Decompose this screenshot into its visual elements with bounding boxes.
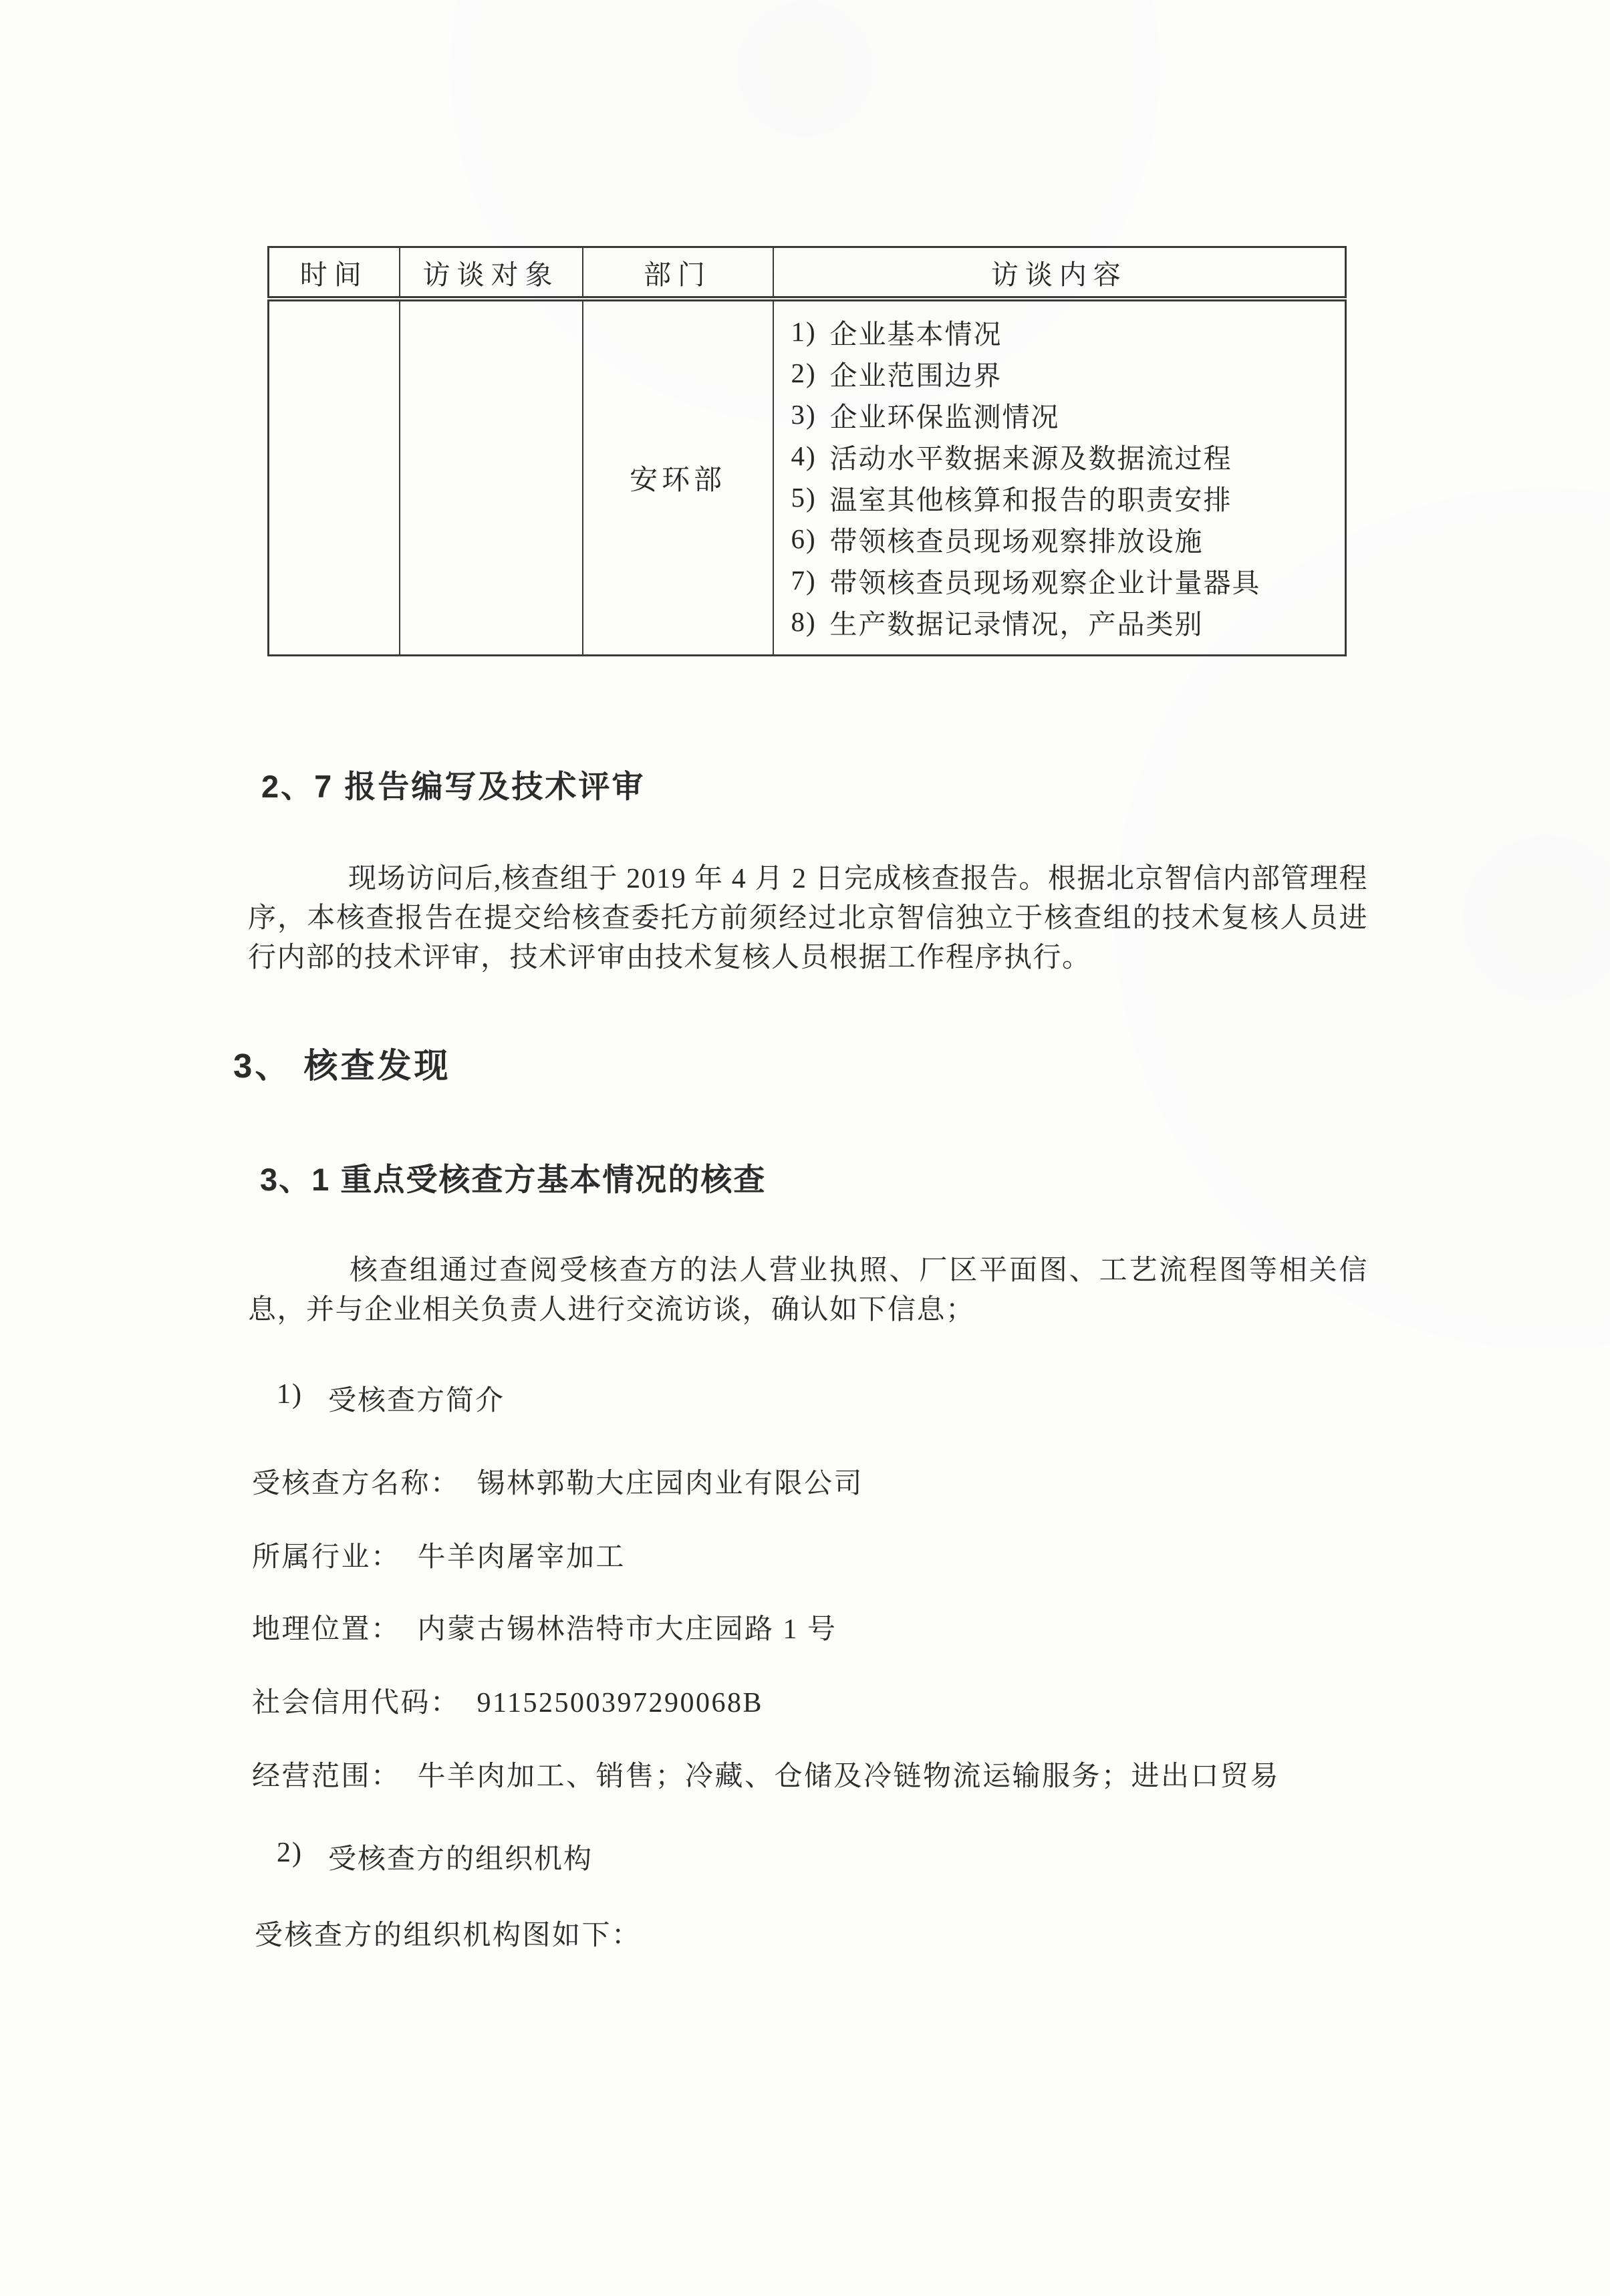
cell-department: 安环部	[583, 299, 773, 656]
list-item-org-structure	[277, 1837, 593, 1877]
header-cell-time: 时间	[269, 247, 400, 299]
interview-topic-text: 带领核查员现场观察排放设施	[829, 525, 1204, 557]
section-2-7-paragraph: 现场访问后,核查组于 2019 年 4 月 2 日完成核查报告。根据北京智信内部管理程序，本核查报告在提交给核查委托方前须经过北京智信独立于核查组的技术复核人员进行内部的技术评审，技术评审由技术复核人员根据工作程序执行。	[248, 864, 1368, 973]
fact-value: 内蒙古锡林浩特市大庄园路 1 号	[417, 1614, 837, 1645]
fact-label: 社会信用代码：	[252, 1688, 460, 1718]
interview-topic-text: 温室其他核算和报告的职责安排	[829, 484, 1232, 515]
cell-time	[269, 299, 400, 656]
org-chart-intro: 受核查方的组织机构图如下：	[255, 1920, 642, 1951]
interview-topic-number: 4)	[791, 440, 817, 471]
interview-topic-number: 6)	[791, 523, 817, 554]
interview-topic	[791, 601, 1339, 642]
interview-topic	[791, 518, 1339, 559]
fact-location	[252, 1607, 837, 1647]
header-cell-interviewee: 访谈对象	[400, 247, 583, 299]
list-item-company-intro	[277, 1378, 505, 1418]
interview-topic	[791, 311, 1339, 352]
interview-topic-text: 生产数据记录情况，产品类别	[829, 608, 1204, 640]
fact-value: 91152500397290068B	[477, 1688, 763, 1718]
list-item-number: 2)	[277, 1837, 303, 1868]
cell-interviewee	[400, 299, 583, 656]
interview-topic-text: 活动水平数据来源及数据流过程	[829, 442, 1232, 474]
cell-interview-content	[773, 299, 1346, 656]
interview-topic-text: 企业基本情况	[829, 318, 1002, 350]
interview-topic	[791, 394, 1339, 435]
fact-label: 受核查方名称：	[252, 1469, 460, 1499]
fact-business-scope	[252, 1754, 1280, 1794]
interview-topic-number: 8)	[791, 606, 817, 637]
list-item-text: 受核查方的组织机构	[328, 1844, 593, 1875]
table-header-row	[269, 247, 1346, 299]
interview-topic	[791, 435, 1339, 477]
section-3-heading: 3、 核查发现	[233, 1047, 451, 1085]
fact-label: 地理位置：	[252, 1614, 401, 1645]
interview-topic	[791, 352, 1339, 394]
list-item-number: 1)	[277, 1379, 303, 1410]
fact-label: 经营范围：	[252, 1761, 401, 1792]
interview-topic-text: 企业环保监测情况	[829, 401, 1060, 432]
fact-company-name	[252, 1461, 863, 1501]
list-item-text: 受核查方简介	[328, 1386, 505, 1416]
section-2-7-heading: 2、7 报告编写及技术评审	[261, 769, 646, 804]
fact-credit-code	[252, 1680, 763, 1720]
interview-topic-number: 7)	[791, 565, 817, 596]
interview-table	[267, 246, 1347, 656]
table-body-row	[269, 299, 1346, 656]
section-3-1-paragraph: 核查组通过查阅受核查方的法人营业执照、厂区平面图、工艺流程图等相关信息，并与企业相关负责人进行交流访谈，确认如下信息；	[248, 1255, 1368, 1325]
interview-topic	[791, 477, 1339, 518]
section-3-1-heading: 3、1 重点受核查方基本情况的核查	[260, 1162, 767, 1197]
interview-topic-number: 2)	[791, 358, 817, 388]
fact-label: 所属行业：	[252, 1542, 401, 1573]
fact-value: 锡林郭勒大庄园肉业有限公司	[477, 1469, 864, 1499]
interview-topic	[791, 559, 1339, 601]
interview-topic-number: 5)	[791, 482, 817, 513]
interview-topic-number: 3)	[791, 399, 817, 430]
interview-topic-number: 1)	[791, 316, 817, 347]
header-cell-department: 部门	[583, 247, 773, 299]
interview-topic-text: 企业范围边界	[829, 360, 1002, 391]
fact-value: 牛羊肉屠宰加工	[417, 1542, 626, 1573]
interview-topic-text: 带领核查员现场观察企业计量器具	[829, 567, 1261, 598]
fact-industry	[252, 1535, 626, 1575]
fact-value: 牛羊肉加工、销售；冷藏、仓储及冷链物流运输服务；进出口贸易	[417, 1761, 1281, 1792]
header-cell-content: 访谈内容	[773, 247, 1346, 299]
